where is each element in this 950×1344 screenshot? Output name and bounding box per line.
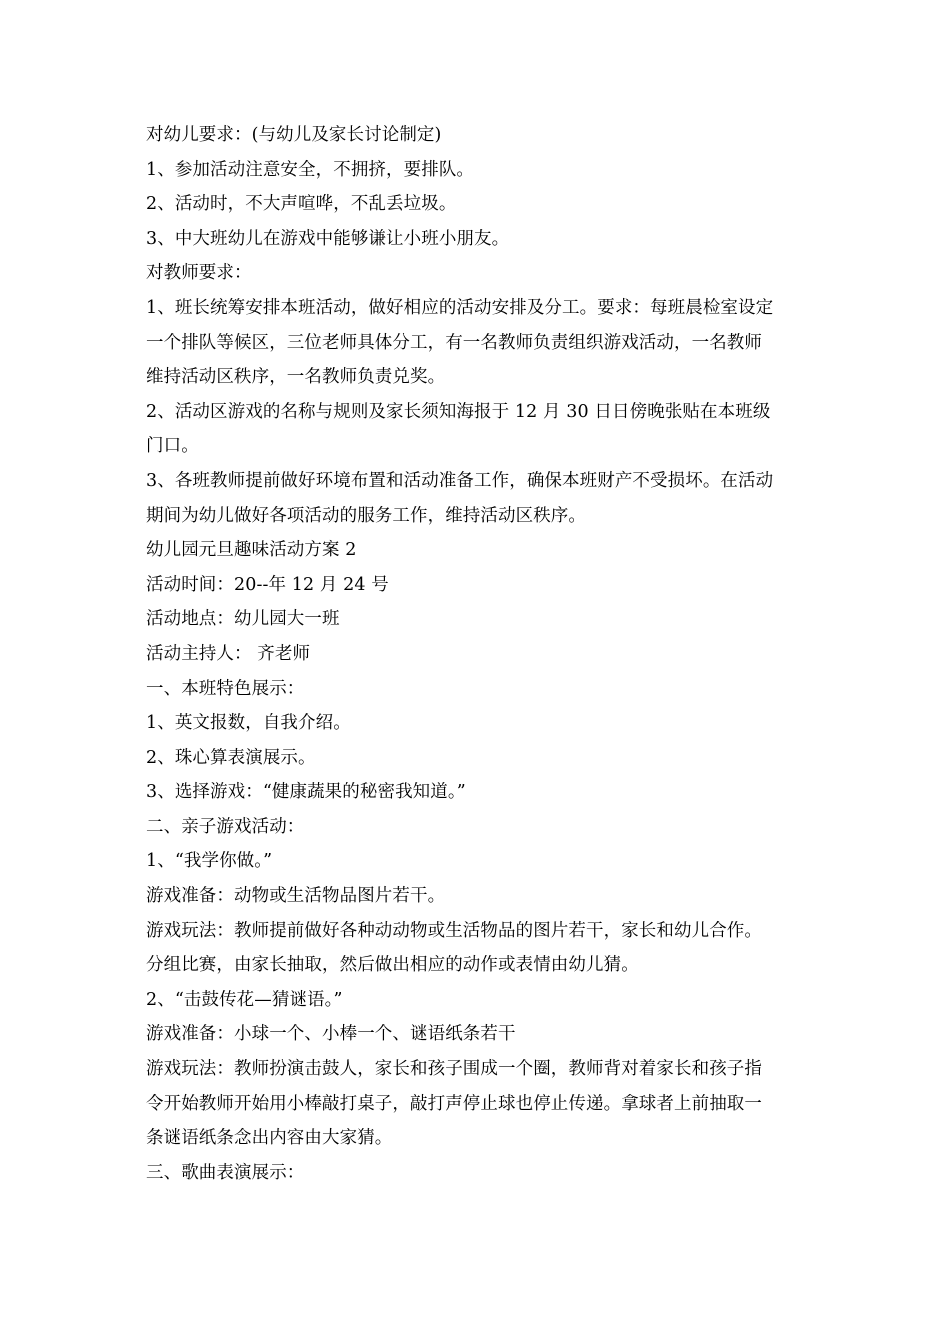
section-heading: 幼儿园元旦趣味活动方案 2: [146, 540, 357, 561]
text-line: 活动时间：20--年 12 月 24 号: [146, 574, 389, 595]
text-line: 游戏准备：小球一个、小棒一个、谜语纸条若干: [146, 1024, 516, 1045]
text-line: 3、中大班幼儿在游戏中能够谦让小班小朋友。: [146, 228, 510, 249]
text-line: 二、亲子游戏活动：: [146, 816, 305, 837]
text-line: 2、活动时，不大声喧哗，不乱丢垃圾。: [146, 194, 457, 215]
text-line: 游戏玩法：教师提前做好各种动动物或生活物品的图片若干，家长和幼儿合作。: [146, 920, 762, 941]
text-line: 活动主持人： 齐老师: [146, 643, 311, 664]
text-line: 2、活动区游戏的名称与规则及家长须知海报于 12 月 30 日日傍晚张贴在本班级: [146, 401, 771, 422]
text-line: 1、“我学你做。”: [146, 851, 273, 872]
text-line: 分组比赛，由家长抽取，然后做出相应的动作或表情由幼儿猜。: [146, 955, 639, 976]
text-line: 2、“击鼓传花—猜谜语。”: [146, 989, 343, 1010]
document-page: [146, 118, 812, 1190]
text-line: 维持活动区秩序，一名教师负责兑奖。: [146, 367, 446, 388]
text-line: 3、选择游戏：“健康蔬果的秘密我知道。”: [146, 782, 466, 803]
text-line: 1、班长统筹安排本班活动，做好相应的活动安排及分工。要求：每班晨检室设定: [146, 297, 774, 318]
text-line: 三、歌曲表演展示：: [146, 1162, 305, 1183]
text-line: 2、珠心算表演展示。: [146, 747, 316, 768]
text-line: 一、本班特色展示：: [146, 678, 305, 699]
text-line: 条谜语纸条念出内容由大家猜。: [146, 1128, 393, 1149]
text-line: 游戏准备：动物或生活物品图片若干。: [146, 886, 446, 907]
text-line: 1、英文报数，自我介绍。: [146, 713, 351, 734]
text-line: 门口。: [146, 436, 199, 457]
text-line: 对幼儿要求：(与幼儿及家长讨论制定): [146, 125, 442, 145]
text-line: 3、各班教师提前做好环境布置和活动准备工作，确保本班财产不受损坏。在活动: [146, 470, 774, 491]
text-line: 游戏玩法：教师扮演击鼓人，家长和孩子围成一个圈，教师背对着家长和孩子指: [146, 1059, 762, 1080]
text-line: 令开始教师开始用小棒敲打桌子，敲打声停止球也停止传递。拿球者上前抽取一: [146, 1093, 762, 1114]
text-line: 对教师要求：: [146, 263, 252, 284]
text-line: 活动地点：幼儿园大一班: [146, 609, 340, 630]
text-line: 1、参加活动注意安全，不拥挤，要排队。: [146, 159, 475, 180]
text-line: 一个排队等候区，三位老师具体分工，有一名教师负责组织游戏活动，一名教师: [146, 332, 762, 353]
text-line: 期间为幼儿做好各项活动的服务工作，维持活动区秩序。: [146, 505, 586, 526]
